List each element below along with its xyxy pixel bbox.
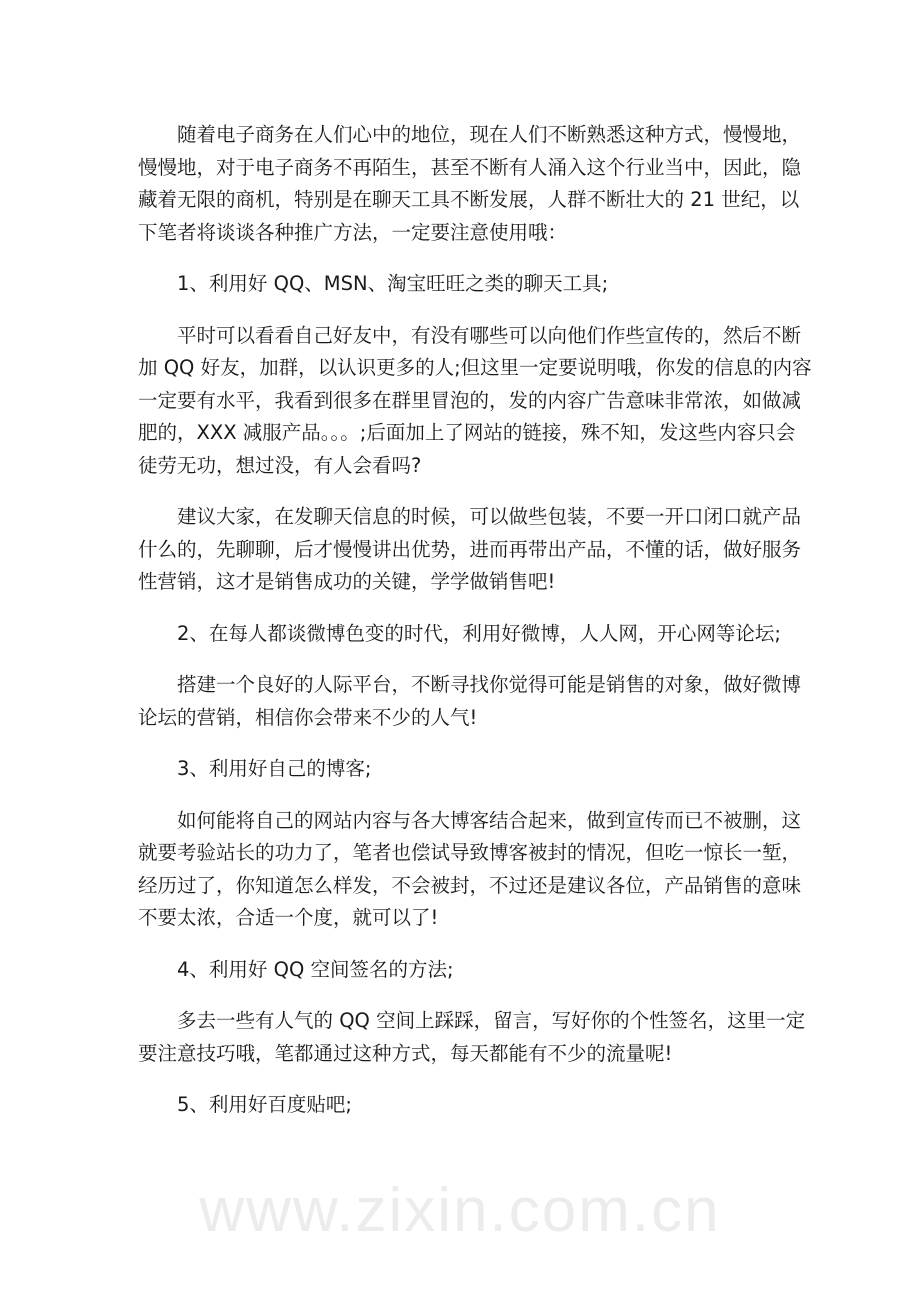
text-line: 肥的，XXX 减服产品。。。;后面加上了网站的链接，殊不知，发这些内容只会 [138,421,796,444]
text-line: 一定要有水平，我看到很多在群里冒泡的，发的内容广告意味非常浓，如做减 [138,388,802,412]
text-line: 搭建一个良好的人际平台，不断寻找你觉得可能是销售的对象，做好微博 [177,673,802,696]
text-line: 藏着无限的商机，特别是在聊天工具不断发展，人群不断壮大的 21 世纪，以 [138,188,800,211]
text-line: 4、利用好 QQ 空间签名的方法; [177,957,454,981]
paragraph [138,501,802,599]
text-line: 2、在每人都谈微博色变的时代，利用好微博，人人网，开心网等论坛; [177,621,781,645]
text-line: 徒劳无功，想过没，有人会看吗? [138,453,422,477]
paragraph [138,268,772,301]
text-line: 要注意技巧哦，笔都通过这种方式，每天都能有不少的流量呢! [138,1041,673,1065]
text-line: 下笔者将谈谈各种推广方法，一定要注意使用哦： [138,220,568,244]
text-line: 如何能将自己的网站内容与各大博客结合起来，做到宣传而已不被删，这 [177,808,802,832]
paragraph [138,669,802,734]
text-line: 什么的，先聊聊，后才慢慢讲出优势，进而再带出产品，不懂的话，做好服务 [138,537,802,561]
text-line: 5、利用好百度贴吧; [177,1093,352,1116]
text-line: 论坛的营销，相信你会带来不少的人气! [138,705,478,729]
text-line: 不要太浓，合适一个度，就可以了! [138,906,439,929]
paragraph [138,320,812,483]
text-line: 1、利用好 QQ、MSN、淘宝旺旺之类的聊天工具; [177,272,609,295]
text-line: 平时可以看看自己好友中，有没有哪些可以向他们作些宣传的，然后不断 [177,323,802,347]
text-line: 性营销，这才是销售成功的关键，学学做销售吧! [138,570,556,593]
document-body [138,119,812,1141]
text-line: 3、利用好自己的博客; [177,757,372,780]
paragraph [138,753,772,786]
text-line: 经历过了，你知道怎么样发，不会被封，不过还是建议各位，产品销售的意味 [138,873,802,897]
paragraph [138,1005,806,1070]
paragraph [138,954,772,987]
paragraph [138,618,781,651]
text-line: 多去一些有人气的 QQ 空间上踩踩，留言，写好你的个性签名，这里一定 [177,1009,806,1032]
text-line: 建议大家，在发聊天信息的时候，可以做些包装，不要一开口闭口就产品 [177,505,802,528]
text-line: 就要考验站长的功力了，笔者也偿试导致博客被封的情况，但吃一惊长一堑， [138,841,802,864]
text-line: 加 QQ 好友，加群，以认识更多的人;但这里一定要说明哦，你发的信息的内容 [138,356,812,379]
paragraph [138,119,802,249]
text-line: 随着电子商务在人们心中的地位，现在人们不断熟悉这种方式，慢慢地， [177,123,802,146]
paragraph [138,1089,772,1122]
text-line: 慢慢地，对于电子商务不再陌生，甚至不断有人涌入这个行业当中，因此，隐 [138,155,802,179]
watermark: www.zixin.com.cn [199,1176,721,1245]
paragraph [138,805,802,935]
